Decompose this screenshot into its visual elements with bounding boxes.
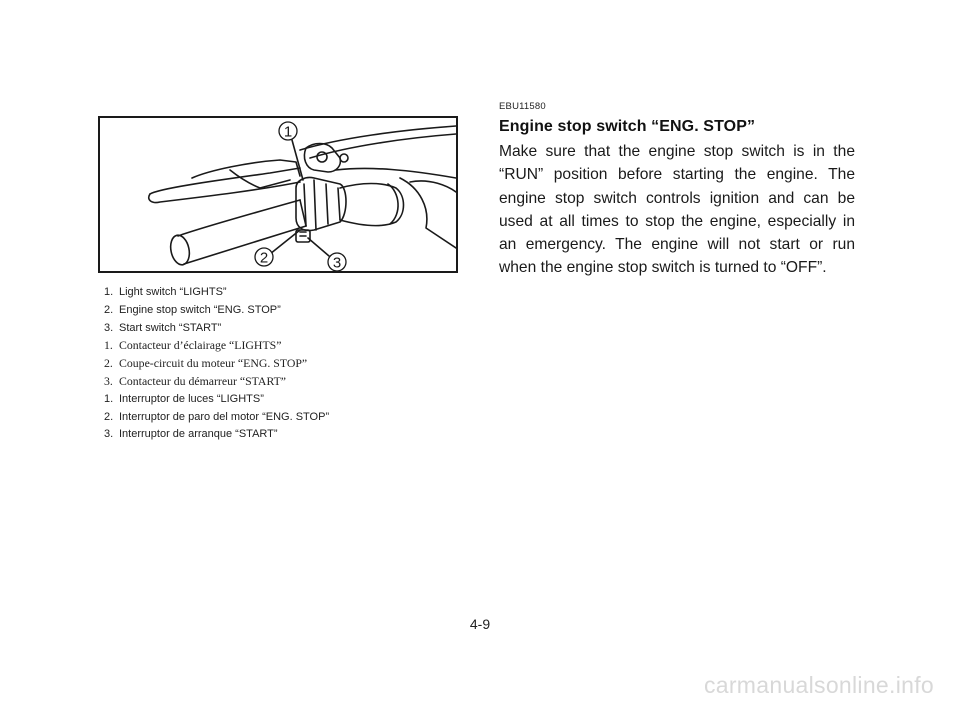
caption-line-spanish: 1. Interruptor de luces “LIGHTS” (104, 392, 264, 405)
caption-line-spanish: 2. Interruptor de paro del motor “ENG. STOP” (104, 410, 330, 423)
handlebar-drawing (100, 118, 456, 271)
caption-line-spanish: 3. Interruptor de arranque “START” (104, 428, 278, 441)
caption-line: 2. Engine stop switch “ENG. STOP” (104, 303, 281, 316)
section-code: EBU11580 (499, 101, 546, 112)
page-number: 4-9 (469, 616, 491, 632)
callout-2: 2 (259, 249, 269, 267)
caption-line-french: 3. Contacteur du démarreur “START” (104, 373, 287, 388)
caption-line-french: 1. Contacteur d’éclairage “LIGHTS” (104, 338, 282, 353)
section-heading: Engine stop switch “ENG. STOP” (499, 118, 756, 135)
section-body: Make sure that the engine stop switch is in the “RUN” position before starting the engine. The engine stop switch controls ignition and can be used at all times to stop the engine, especially in an emergency. The engine will not start or run when the engine stop switch is turned to “OFF”. (499, 143, 855, 277)
handlebar-switch-illustration (98, 116, 458, 273)
callout-1: 1 (283, 123, 293, 141)
caption-line: 3. Start switch “START” (104, 321, 222, 334)
watermark-text: carmanualsonline.info (703, 672, 934, 698)
callout-3: 3 (332, 254, 342, 271)
figure-captions (104, 284, 484, 444)
caption-line: 1. Light switch “LIGHTS” (104, 286, 227, 298)
caption-line-french: 2. Coupe-circuit du moteur “ENG. STOP” (104, 356, 308, 371)
